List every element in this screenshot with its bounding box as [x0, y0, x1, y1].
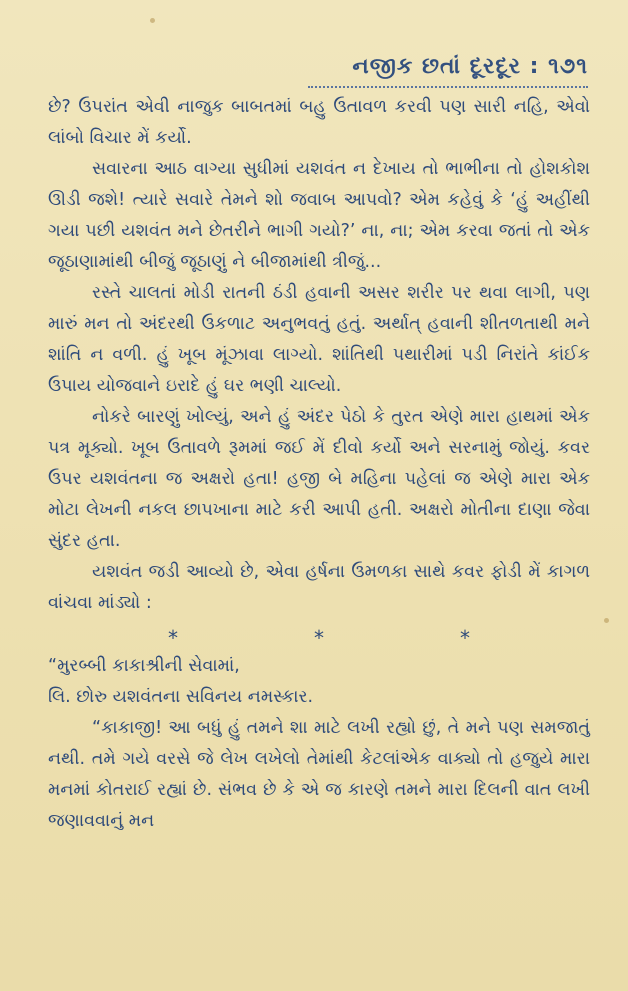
paragraph-3: રસ્તે ચાલતાં મોડી રાતની ઠંડી હવાની અસર શરીર પર થવા લાગી, પણ મારું મન તો અંદરથી ઉકળાટ અનુભવતું હતું. અર્થાત્ હવાની શીતળતાથી મને શાંતિ ન વળી. હું ખૂબ મૂંઝાવા લાગ્યો. શાંતિથી પથારીમાં પડી નિરાંતે કાંઈક ઉપાય યોજવાને ઇરાદે હું ઘર ભણી ચાલ્યો.: [48, 283, 590, 396]
paper-speck: [150, 18, 155, 23]
divider-star: *: [460, 626, 470, 650]
letter-sign: લિ. છોરુ યશવંતના સવિનય નમસ્કાર.: [48, 687, 314, 707]
paper-speck: [604, 618, 609, 623]
section-divider: [48, 625, 590, 651]
paragraph-5: યશવંત જડી આવ્યો છે, એવા હર્ષના ઉમળકા સાથે કવર ફોડી મેં કાગળ વાંચવા માંડ્યો :: [48, 562, 590, 613]
paragraph-4: નોકરે બારણું ખોલ્યું, અને હું અંદર પેઠો કે તુરત એણે મારા હાથમાં એક પત્ર મૂક્યો. ખૂબ ઉતાવળે રૂમમાં જઈ મેં દીવો કર્યો અને સરનામું જોયું. કવર ઉપર યશવંતના જ અક્ષરો હતા! હજી બે મહિના પહેલાં જ એણે મારા એક મોટા લેખની નકલ છાપખાના માટે કરી આપી હતી. અક્ષરો મોતીના દાણા જેવા સુંદર હતા.: [48, 407, 590, 551]
divider-star: *: [168, 626, 178, 650]
header-underline: [308, 86, 588, 88]
paragraph-2: સવારના આઠ વાગ્યા સુધીમાં યશવંત ન દેખાય તો ભાભીના તો હોશકોશ ઊડી જશે! ત્યારે સવારે તેમને શો જવાબ આપવો? એમ કહેવું કે ‘હું અહીંથી ગયા પછી યશવંત મને છેતરીને ભાગી ગયો?’ ના, ના; એમ કરવા જતાં તો એક જૂઠાણામાંથી બીજું જૂઠાણું ને બીજામાંથી ત્રીજું...: [48, 159, 590, 272]
letter-body: “કાકાજી! આ બધું હું તમને શા માટે લખી રહ્યો છું, તે મને પણ સમજાતું નથી. તમે ગયે વરસે જે લેખ લખેલો તેમાંથી કેટલાંએક વાક્યો તો હજુયે મારા મનમાં કોતરાઈ રહ્યાં છે. સંભવ છે કે એ જ કારણે તમને મારા દિલની વાત લખી જણાવવાનું મન: [48, 718, 590, 831]
page-body: [48, 92, 590, 837]
letter-salutation: “મુરબ્બી કાકાશ્રીની સેવામાં,: [48, 656, 240, 676]
paragraph-1: છે? ઉપરાંત એવી નાજુક બાબતમાં બહુ ઉતાવળ કરવી પણ સારી નહિ, એવો લાંબો વિચાર મેં કર્યો.: [48, 97, 590, 148]
divider-star: *: [314, 626, 324, 650]
running-header: નજીક છતાં દૂરદૂર : ૧૭૧: [352, 54, 588, 79]
